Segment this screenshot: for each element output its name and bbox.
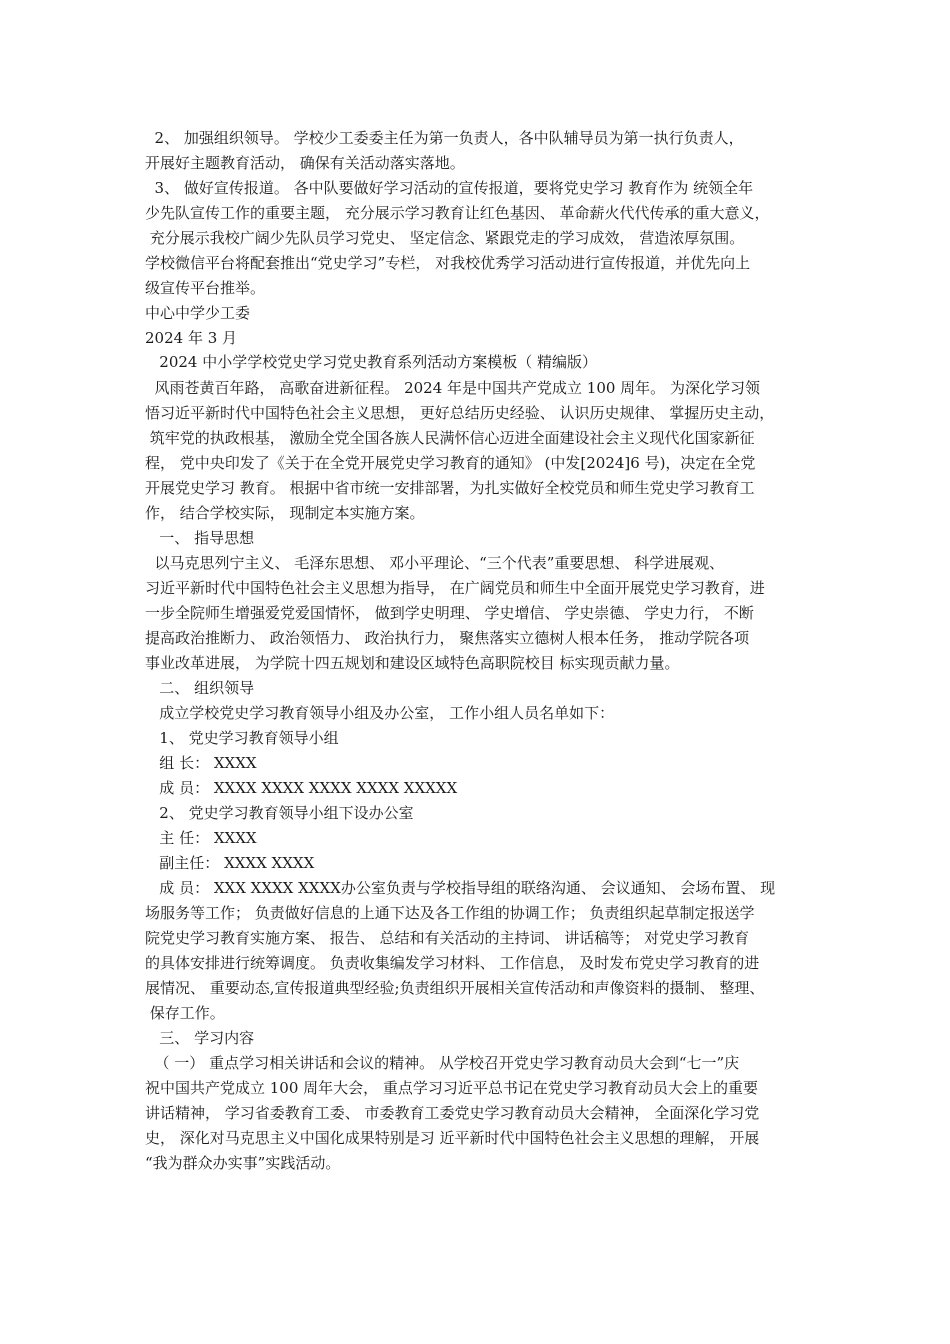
text-line: 风雨苍黄百年路， 高歌奋进新征程。 2024 年是中国共产党成立 100 周年。 为深化学习领 — [145, 379, 760, 397]
text-line: 一步全院师生增强爱党爱国情怀， 做到学史明理、 学史增信、 学史崇德、 学史力行， 不断 — [145, 604, 754, 622]
text-line: 的具体安排进行统筹调度。 负责收集编发学习材料、 工作信息， 及时发布党史学习教育的进 — [145, 954, 760, 972]
signature-date: 2024 年 3 月 — [145, 329, 238, 347]
text-line: 开展好主题教育活动， 确保有关活动落实落地。 — [145, 154, 465, 172]
text-line: 成立学校党史学习教育领导小组及办公室， 工作小组人员名单如下： — [145, 704, 615, 722]
text-line: 习近平新时代中国特色社会主义思想为指导， 在广阔党员和师生中全面开展党史学习教育，进 — [145, 579, 765, 597]
text-line: 祝中国共产党成立 100 周年大会， 重点学习习近平总书记在党史学习教育动员大会上的重要 — [145, 1079, 758, 1097]
text-line: 保存工作。 — [145, 1004, 225, 1022]
text-line: 组 长： XXXX — [145, 754, 257, 772]
text-line: 筑牢党的执政根基， 激励全党全国各族人民满怀信心迈进全面建设社会主义现代化国家新征 — [145, 429, 755, 447]
text-line: 程， 党中央印发了《关于在全党开展党史学习教育的通知》 (中发[2024]6 号)，决定在全党 — [145, 454, 756, 472]
document-title: 2024 中小学学校党史学习党史教育系列活动方案模板（ 精编版） — [145, 353, 598, 371]
text-line: 史， 深化对马克思主义中国化成果特别是习 近平新时代中国特色社会主义思想的理解， 开展 — [145, 1129, 760, 1147]
text-line: 级宣传平台推举。 — [145, 279, 266, 297]
text-line: “我为群众办实事”实践活动。 — [145, 1154, 341, 1172]
text-line: （ 一） 重点学习相关讲话和会议的精神。 从学校召开党史学习教育动员大会到“七一”庆 — [145, 1054, 740, 1072]
text-line: 场服务等工作； 负责做好信息的上通下达及各工作组的协调工作； 负责组织起草制定报送学 — [145, 904, 755, 922]
text-line: 作， 结合学校实际， 现制定本实施方案。 — [145, 504, 425, 522]
text-line: 讲话精神， 学习省委教育工委、 市委教育工委党史学习教育动员大会精神， 全面深化学习党 — [145, 1104, 760, 1122]
text-line: 3、 做好宣传报道。 各中队要做好学习活动的宣传报道，要将党史学习 教育作为 统领全年 — [145, 179, 754, 197]
text-line: 2、 加强组织领导。 学校少工委委主任为第一负责人，各中队辅导员为第一执行负责人， — [145, 129, 744, 147]
text-line: 主 任： XXXX — [145, 829, 257, 847]
section-heading: 三、 学习内容 — [145, 1029, 255, 1047]
text-line: 充分展示我校广阔少先队员学习党史、 坚定信念、紧跟党走的学习成效， 营造浓厚氛围。 — [145, 229, 745, 247]
text-line: 2、 党史学习教育领导小组下设办公室 — [145, 804, 414, 822]
text-line: 学校微信平台将配套推出“党史学习”专栏， 对我校优秀学习活动进行宣传报道，并优先向上 — [145, 254, 751, 272]
signature-org: 中心中学少工委 — [145, 304, 251, 322]
text-line: 开展党史学习 教育。 根据中省市统一安排部署，为扎实做好全校党员和师生党史学习教育工 — [145, 479, 755, 497]
section-heading: 一、 指导思想 — [145, 529, 255, 547]
text-line: 副主任： XXXX XXXX — [145, 854, 315, 872]
text-line: 提高政治推断力、 政治领悟力、 政治执行力， 聚焦落实立德树人根本任务， 推动学院各项 — [145, 629, 750, 647]
text-line: 成 员： XXX XXXX XXXX办公室负责与学校指导组的联络沟通、 会议通知、 会场布置、 现 — [145, 879, 776, 897]
text-line: 成 员： XXXX XXXX XXXX XXXX XXXXX — [145, 779, 458, 797]
text-line: 少先队宣传工作的重要主题， 充分展示学习教育让红色基因、 革命薪火代代传承的重大意义， — [145, 204, 770, 222]
text-line: 院党史学习教育实施方案、 报告、 总结和有关活动的主持词、 讲话稿等； 对党史学习教育 — [145, 929, 750, 947]
text-line: 1、 党史学习教育领导小组 — [145, 729, 339, 747]
text-line: 事业改革进展， 为学院十四五规划和建设区域特色高职院校目 标实现贡献力量。 — [145, 654, 680, 672]
text-line: 展情况、 重要动态,宣传报道典型经验;负责组织开展相关宣传活动和声像资料的摄制、 整理、 — [145, 979, 765, 997]
text-line: 悟习近平新时代中国特色社会主义思想， 更好总结历史经验、 认识历史规律、 掌握历史主动， — [145, 404, 775, 422]
section-heading: 二、 组织领导 — [145, 679, 255, 697]
text-line: 以马克思列宁主义、 毛泽东思想、 邓小平理论、“三个代表”重要思想、 科学进展观、 — [145, 554, 725, 572]
